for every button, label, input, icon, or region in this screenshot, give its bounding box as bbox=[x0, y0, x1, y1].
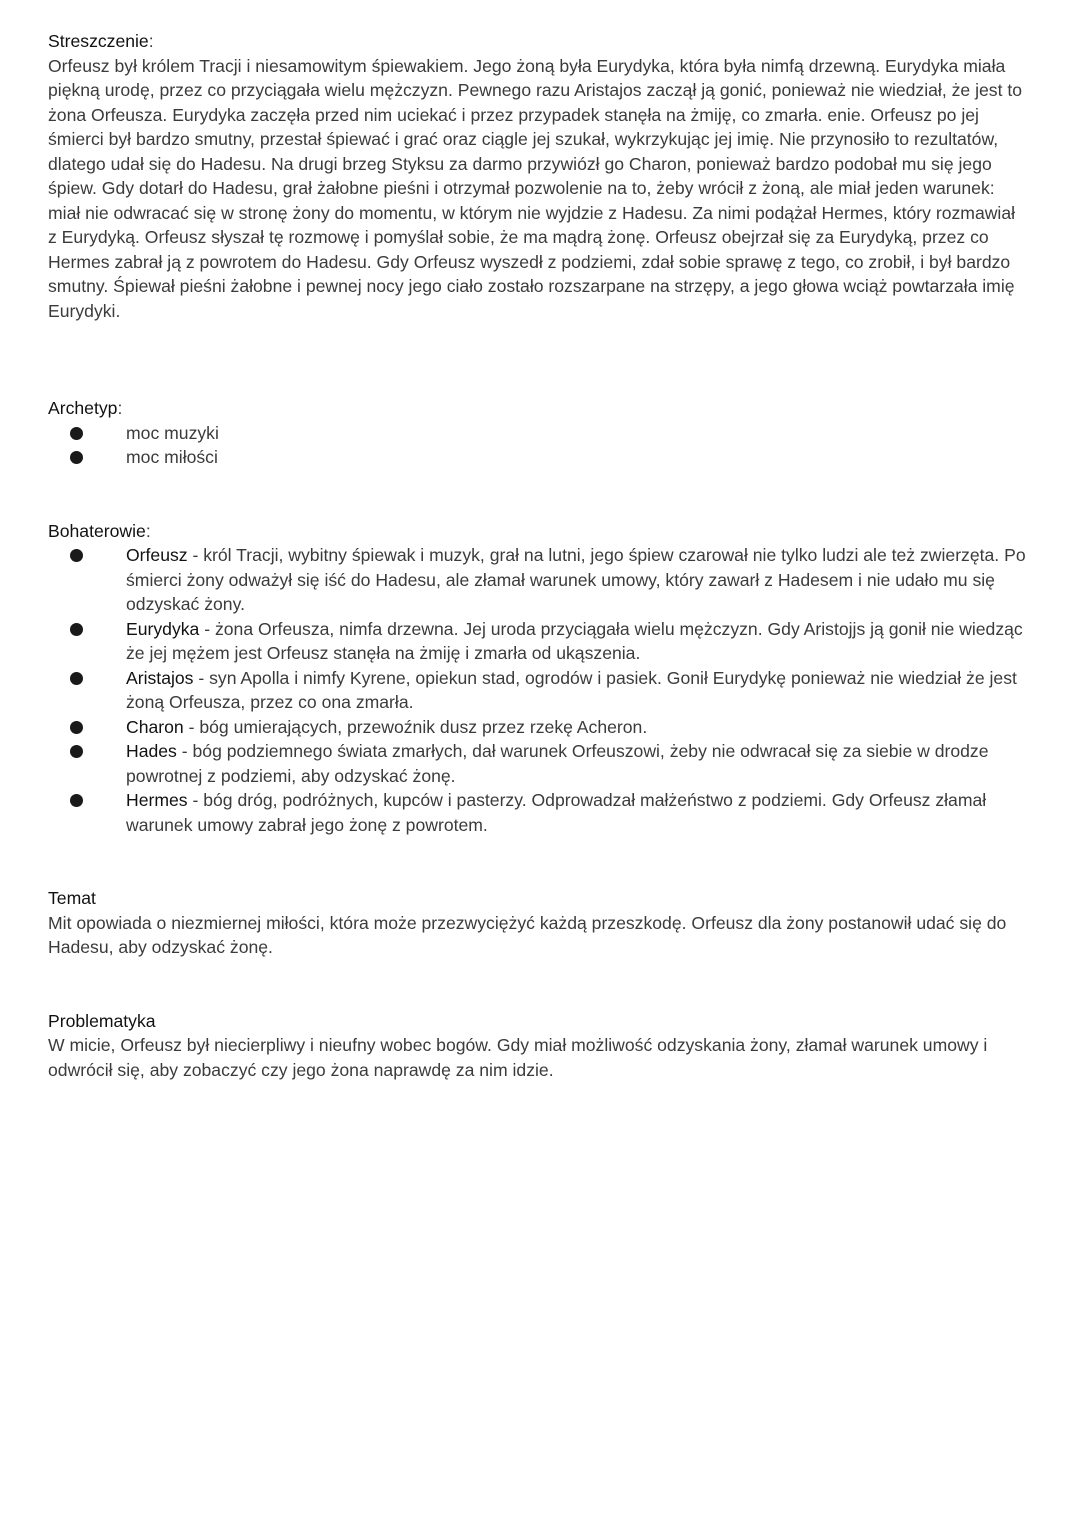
character-description: - bóg dróg, podróżnych, kupców i pasterzy. Odprowadzał małżeństwo z podziemi. Gdy Orfeusz złamał warunek umowy zabrał jego żonę z powrotem. bbox=[126, 790, 987, 835]
characters-heading: Bohaterowie: bbox=[48, 520, 151, 541]
list-item: moc miłości bbox=[48, 445, 1028, 470]
character-description: - król Tracji, wybitny śpiewak i muzyk, grał na lutni, jego śpiew czarował nie tylko ludzi ale też zwierzęta. Po śmierci żony odważył się iść do Hadesu, ale złamał warunek umowy, który zawarł z Hadesem i nie udało mu się odzyskać żony. bbox=[126, 545, 1026, 614]
list-item bbox=[48, 617, 1028, 666]
character-description: - syn Apolla i nimfy Kyrene, opiekun stad, ogrodów i pasiek. Gonił Eurydykę ponieważ nie wiedział że jest żoną Orfeusza, przez co ona zmarła. bbox=[126, 667, 1017, 712]
character-name: Hades bbox=[126, 741, 177, 761]
summary-section bbox=[48, 29, 1028, 323]
character-name: Eurydyka bbox=[126, 618, 200, 639]
bullet-icon bbox=[70, 745, 83, 758]
problems-section bbox=[48, 1009, 1028, 1083]
bullet-icon bbox=[70, 623, 83, 636]
bullet-icon bbox=[70, 672, 83, 685]
characters-section bbox=[48, 519, 1028, 838]
theme-section bbox=[48, 886, 1028, 960]
theme-heading: Temat bbox=[48, 888, 96, 908]
bullet-icon bbox=[70, 794, 83, 807]
character-name: Hermes bbox=[126, 790, 188, 810]
archetype-heading: Archetyp: bbox=[48, 398, 123, 418]
summary-heading: Streszczenie: bbox=[48, 31, 154, 51]
character-description: - żona Orfeusza, nimfa drzewna. Jej uroda przyciągała wielu mężczyzn. Gdy Aristojjs ją gonił nie wiedząc że jej mężem jest Orfeusz stanęła na żmiję i zmarła od ukąszenia. bbox=[126, 618, 1023, 663]
bullet-icon bbox=[70, 549, 83, 562]
theme-text: Mit opowiada o niezmiernej miłości, która może przezwyciężyć każdą przeszkodę. Orfeusz dla żony postanowił udać się do Hadesu, aby odzyskać żonę. bbox=[48, 912, 1007, 957]
list-item: moc muzyki bbox=[48, 421, 1028, 446]
character-description: - bóg umierających, przewoźnik dusz przez rzekę Acheron. bbox=[183, 716, 648, 737]
summary-text: Orfeusz był królem Tracji i niesamowitym śpiewakiem. Jego żoną była Eurydyka, która była nimfą drzewną. Eurydyka miała piękną urodę, przez co przyciągała wielu mężczyzn. Pewnego razu Aristajos zaczął ją gonić, ponieważ nie wiedział, że jest to żona Orfeusza. Eurydyka zaczęła przed nim uciekać i przez przypadek stanęła na żmiję, co zmarła. enie. Orfeusz po jej śmierci był bardzo smutny, przestał śpiewać i grać oraz ciągle jej szukał, wykrzykując jej imię. Nie przynosiło to rezultatów, dlatego udał się do Hadesu. Na drugi brzeg Styksu za darmo przywiózł go Charon, ponieważ bardzo podobał mu się jego śpiew. Gdy dotarł do Hadesu, grał żałobne pieśni i otrzymał pozwolenie na to, żeby wrócił z żoną, ale miał jeden warunek: miał nie odwracać się w stronę żony do momentu, w którym nie wyjdzie z Hadesu. Za nimi podążał Hermes, który rozmawiał z Eurydyką. Orfeusz słyszał tę rozmowę i pomyślał sobie, że ma mądrą żonę. Orfeusz obejrzał się za Eurydyką, przez co Hermes zabrał ją z powrotem do Hadesu. Gdy Orfeusz wyszedł z podziemi, zdał sobie sprawę z tego, co zrobił, i był bardzo smutny. Śpiewał pieśni żałobne i pewnej nocy jego ciało zostało rozszarpane na strzępy, a jego głowa wciąż powtarzała imię Eurydyki. bbox=[48, 55, 1023, 321]
archetype-section bbox=[48, 396, 1028, 470]
list-item bbox=[48, 543, 1028, 617]
characters-list bbox=[48, 543, 1028, 837]
list-item bbox=[48, 739, 1028, 788]
archetype-list bbox=[48, 421, 1028, 470]
bullet-icon bbox=[70, 427, 83, 440]
character-name: Orfeusz bbox=[126, 545, 188, 565]
document-page bbox=[48, 29, 1028, 1082]
character-name: Aristajos bbox=[126, 667, 194, 688]
character-name: Charon bbox=[126, 716, 184, 737]
character-description: - bóg podziemnego świata zmarłych, dał warunek Orfeuszowi, żeby nie odwracał się za siebie w drodze powrotnej z podziemi, aby odzyskać żonę. bbox=[126, 741, 989, 786]
bullet-icon bbox=[70, 721, 83, 734]
problems-text: W micie, Orfeusz był niecierpliwy i nieufny wobec bogów. Gdy miał możliwość odzyskania żony, złamał warunek umowy i odwrócił się, aby zobaczyć czy jego żona naprawdę za nim idzie. bbox=[48, 1035, 988, 1080]
list-item bbox=[48, 715, 1028, 740]
list-item bbox=[48, 666, 1028, 715]
list-item bbox=[48, 788, 1028, 837]
problems-heading: Problematyka bbox=[48, 1010, 156, 1031]
bullet-icon bbox=[70, 451, 83, 464]
